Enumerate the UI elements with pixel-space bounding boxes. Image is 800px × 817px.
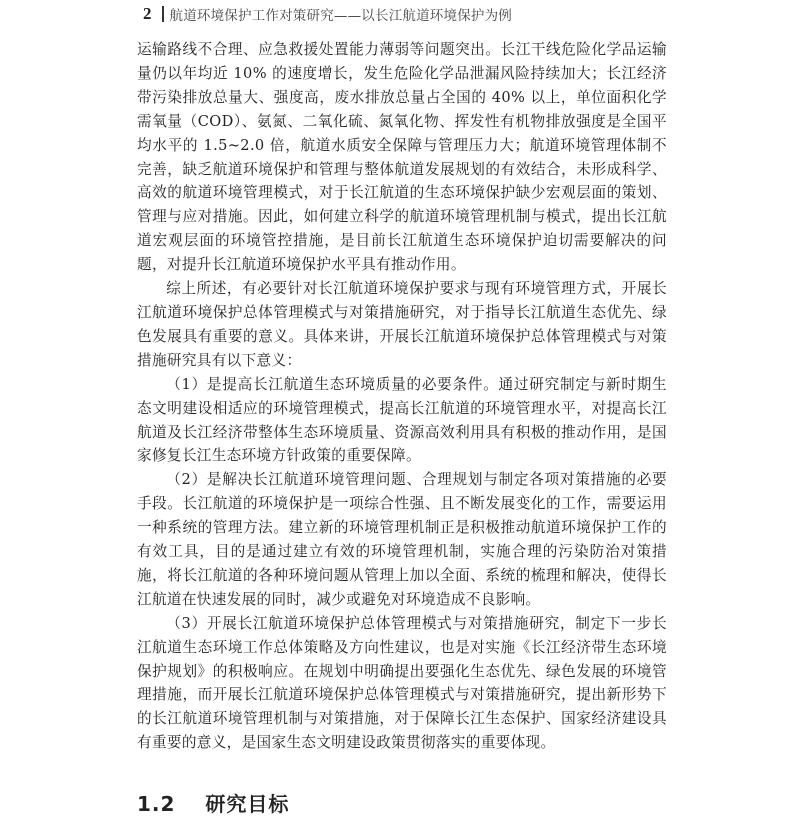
paragraph: 综上所述，有必要针对长江航道环境保护要求与现有环境管理方式，开展长江航道环境保护总体管理模式与对策措施研究，对于指导长江航道生态优先、绿色发展具有重要的意义。具体来讲，开展长江航道环境保护总体管理模式与对策措施研究具有以下意义： — [137, 280, 667, 369]
header-divider — [162, 6, 164, 22]
paragraph: （1）是提高长江航道生态环境质量的必要条件。通过研究制定与新时期生态文明建设相适应的环境管理模式，提高长江航道的环境管理水平，对提高长江航道及长江经济带整体生态环境质量、资源高效利用具有积极的推动作用，是国家修复长江生态环境方针政策的重要保障。 — [137, 375, 667, 465]
section-title: 研究目标 — [205, 792, 290, 816]
running-header — [143, 4, 512, 24]
section-number: 1.2 — [137, 792, 176, 816]
running-title: 航道环境保护工作对策研究——以长江航道环境保护为例 — [169, 8, 512, 24]
paragraph: 运输路线不合理、应急救援处置能力薄弱等问题突出。长江干线危险化学品运输量仍以年均近 10% 的速度增长，发生危险化学品泄漏风险持续加大；长江经济带污染排放总量大、强度高，废水排放总量占全国的 40% 以上，单位面积化学需氧量（COD）、氨氮、二氧化硫、氮氧化物、挥发性有机物排放强度是全国平均水平的 1.5~2.0 倍，航道水质安全保障与管理压力大；航道环境管理体制不完善，缺乏航道环境保护和管理与整体航道发展规划的有效结合，未形成科学、高效的航道环境管理模式，对于长江航道的生态环境保护缺少宏观层面的策划、管理与应对措施。因此，如何建立科学的航道环境管理机制与模式，提出长江航道宏观层面的环境管控措施，是目前长江航道生态环境保护迫切需要解决的问题，对提升长江航道环境保护水平具有推动作用。 — [137, 41, 667, 274]
paragraph: （2）是解决长江航道环境管理问题、合理规划与制定各项对策措施的必要手段。长江航道的环境保护是一项综合性强、且不断发展变化的工作，需要运用一种系统的管理方法。建立新的环境管理机制正是积极推动航道环境保护工作的有效工具，目的是通过建立有效的环境管理机制，实施合理的污染防治对策措施，将长江航道的各种环境问题从管理上加以全面、系统的梳理和解决，使得长江航道在快速发展的同时，减少或避免对环境造成不良影响。 — [137, 471, 667, 608]
page-number: 2 — [143, 4, 152, 23]
body-text — [137, 38, 667, 755]
paragraph: （3）开展长江航道环境保护总体管理模式与对策措施研究，制定下一步长江航道生态环境工作总体策略及方向性建议，也是对实施《长江经济带生态环境保护规划》的积极响应。在规划中明确提出要强化生态优先、绿色发展的环境管理措施，而开展长江航道环境保护总体管理模式与对策措施研究，提出新形势下的长江航道环境管理机制与对策措施，对于保障长江生态保护、国家经济建设具有重要的意义，是国家生态文明建设政策贯彻落实的重要体现。 — [137, 614, 667, 752]
section-heading — [137, 788, 289, 817]
